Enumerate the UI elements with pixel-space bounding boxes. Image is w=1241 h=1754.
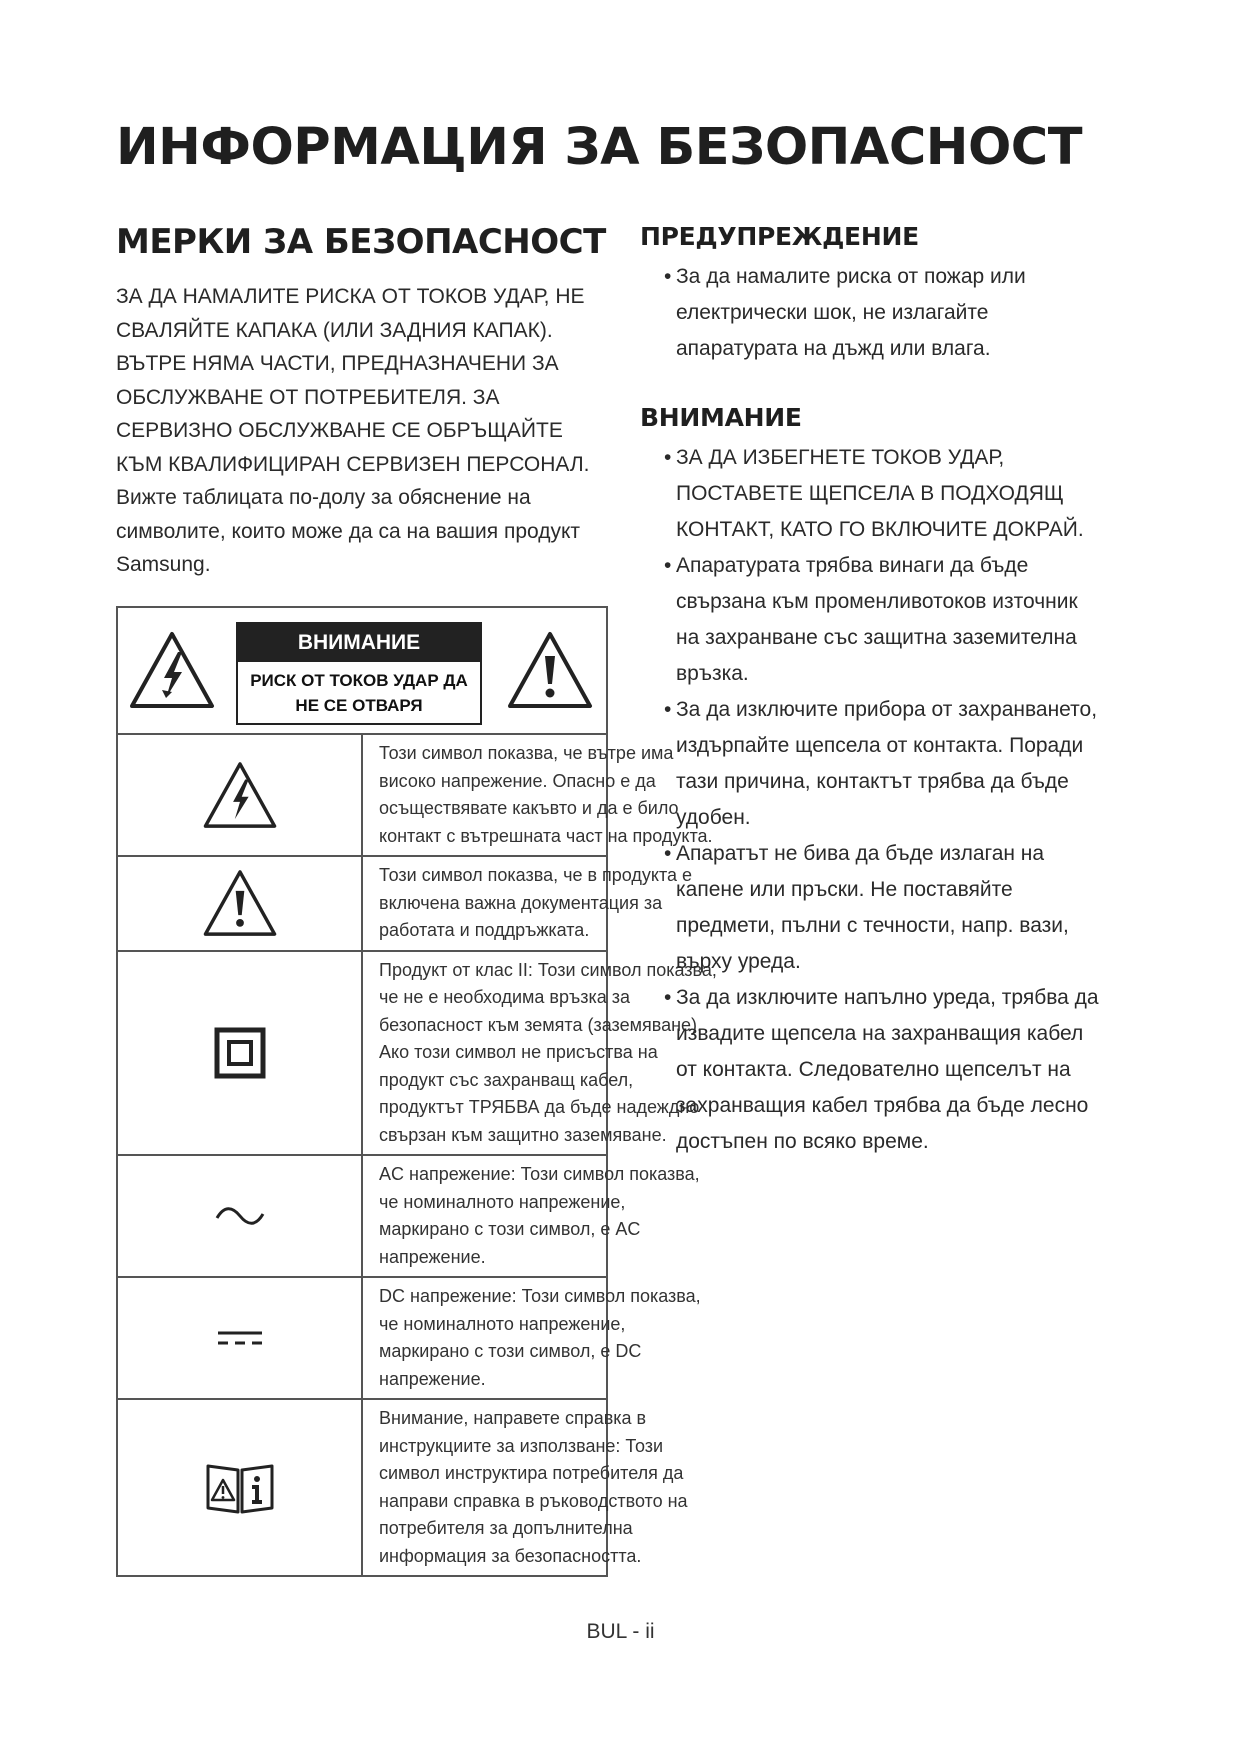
caution-item-line: капене или пръски. Не поставяйте <box>676 878 1013 901</box>
caution-item <box>640 836 1140 980</box>
spacer <box>640 367 1140 403</box>
caution-title: ВНИМАНИЕ <box>640 403 802 432</box>
caution-item-line: извадите щепсела на захранващия кабел <box>676 1022 1084 1045</box>
symbol-description-line: включена важна документация за <box>379 892 663 913</box>
caution-label-line: РИСК ОТ ТОКОВ УДАР ДА <box>250 671 468 690</box>
class-ii-double-square-icon <box>214 1044 266 1061</box>
symbol-row <box>117 856 607 951</box>
caution-item-line: върху уреда. <box>676 950 801 973</box>
intro-line: СВАЛЯЙТЕ КАПАКА (ИЛИ ЗАДНИЯ КАПАК). <box>116 318 553 342</box>
caution-item-line: • За да изключите напълно уреда, трябва да <box>676 986 1099 1009</box>
intro-line: СЕРВИЗНО ОБСЛУЖВАНЕ СЕ ОБРЪЩАЙТЕ <box>116 419 563 442</box>
symbol-description-line: Внимание, направете справка в <box>379 1408 647 1428</box>
symbol-description-line: че не е необходима връзка за <box>379 987 631 1007</box>
section-title: МЕРКИ ЗА БЕЗОПАСНОСТ <box>116 222 606 262</box>
symbol-description <box>362 1155 700 1277</box>
exclamation-triangle-icon <box>506 630 594 715</box>
exclamation-triangle-icon <box>202 894 278 911</box>
intro-line: КЪМ КВАЛИФИЦИРАН СЕРВИЗЕН ПЕРСОНАЛ. <box>116 452 590 476</box>
symbol-icon-cell <box>117 951 362 1156</box>
caution-item-line: от контакта. Следователно щепселът на <box>676 1058 1071 1081</box>
symbol-row <box>117 1277 607 1399</box>
symbol-description-line: направи справка в ръководството на <box>379 1490 688 1511</box>
dc-lines-icon <box>214 1329 266 1346</box>
symbol-description-line: осъществявате какъвто и да е било <box>379 798 679 818</box>
page-number: BUL - ii <box>586 1620 655 1643</box>
intro-line: Samsung. <box>116 553 211 576</box>
caution-item-line: достъпен по всяко време. <box>676 1130 929 1153</box>
intro-line: Вижте таблицата по-долу за обяснение на <box>116 486 531 509</box>
symbol-description-line: Този символ показва, че вътре има <box>379 743 674 763</box>
symbol-row <box>117 734 607 856</box>
symbol-icon-cell <box>117 1277 362 1399</box>
caution-item-line: • За да изключите прибора от захранването, <box>676 698 1098 721</box>
symbol-description-line: Ако този символ не присъства на <box>379 1042 658 1062</box>
symbol-description-line: информация за безопасността. <box>379 1545 642 1566</box>
symbol-description-line: символ инструктира потребителя да <box>379 1463 684 1483</box>
caution-item-line: свързана към променливотоков източник <box>676 590 1078 613</box>
symbol-row <box>117 951 607 1156</box>
caution-item <box>640 692 1140 836</box>
symbol-description-line: инструкциите за използване: Този <box>379 1435 664 1456</box>
symbol-description-line: AC напрежение: Този символ показва, <box>379 1164 700 1184</box>
symbol-description-line: че номиналното напрежение, <box>379 1191 626 1212</box>
symbol-description-line: Продукт от клас II: Този символ показва, <box>379 959 717 980</box>
high-voltage-triangle-icon <box>128 630 216 715</box>
caution-item-line: • Апаратурата трябва винаги да бъде <box>676 554 1029 577</box>
caution-label-text <box>238 662 480 723</box>
symbol-description-line: Този символ показва, че в продукта е <box>379 865 693 885</box>
intro-line: символите, които може да са на вашия продукт <box>116 519 581 543</box>
caution-item-line: • Апаратът не бива да бъде излаган на <box>676 842 1045 865</box>
symbol-description-line: продукт със захранващ кабел, <box>379 1069 634 1090</box>
intro-line: ВЪТРЕ НЯМА ЧАСТИ, ПРЕДНАЗНАЧЕНИ ЗА <box>116 352 559 375</box>
symbol-description-line: потребителя за допълнителна <box>379 1518 633 1538</box>
symbol-icon-cell <box>117 1155 362 1277</box>
caution-item <box>640 980 1140 1160</box>
safety-precautions-section <box>116 222 616 582</box>
caution-item-line: на захранване със защитна заземителна <box>676 626 1077 649</box>
symbol-description-line: безопасност към земята (заземяване). <box>379 1014 703 1035</box>
symbol-description <box>362 734 713 856</box>
caution-item-line: тази причина, контактът трябва да бъде <box>676 770 1069 793</box>
symbol-description-line: маркирано с този символ, е DC <box>379 1341 642 1361</box>
symbol-description-line: продуктът ТРЯБВА да бъде надеждно <box>379 1097 700 1117</box>
caution-label-row <box>117 607 607 734</box>
symbol-description <box>362 1399 688 1576</box>
caution-label-title: ВНИМАНИЕ <box>238 624 480 662</box>
warning-item-line: • За да намалите риска от пожар или <box>676 265 1026 288</box>
symbol-description <box>362 951 717 1156</box>
symbol-description-line: работата и поддръжката. <box>379 920 590 940</box>
intro-line: ОБСЛУЖВАНЕ ОТ ПОТРЕБИТЕЛЯ. ЗА <box>116 385 500 409</box>
caution-item <box>640 440 1140 548</box>
caution-item-line: предмети, пълни с течности, напр. вази, <box>676 914 1069 937</box>
caution-item-line: връзка. <box>676 662 749 685</box>
symbol-icon-cell <box>117 856 362 951</box>
caution-item-line: захранващия кабел трябва да бъде лесно <box>676 1094 1089 1117</box>
caution-label-box <box>236 622 482 725</box>
symbol-icon-cell <box>117 1399 362 1576</box>
symbol-description-line: високо напрежение. Опасно е да <box>379 770 656 791</box>
symbol-description-line: напрежение. <box>379 1368 486 1389</box>
symbol-icon-cell <box>117 734 362 856</box>
symbol-row <box>117 1399 607 1576</box>
symbol-description-line: маркирано с този символ, е AC <box>379 1219 641 1239</box>
warning-title: ПРЕДУПРЕЖДЕНИЕ <box>640 222 919 251</box>
symbol-description <box>362 1277 701 1399</box>
symbol-description <box>362 856 693 951</box>
symbol-description-line: напрежение. <box>379 1246 486 1267</box>
caution-item-line: ПОСТАВЕТЕ ЩЕПСЕЛА В ПОДХОДЯЩ <box>676 482 1064 505</box>
symbol-description-line: DC напрежение: Този символ показва, <box>379 1286 701 1306</box>
warnings-column <box>640 222 1140 1160</box>
caution-item-line: КОНТАКТ, КАТО ГО ВКЛЮЧИТЕ ДОКРАЙ. <box>676 518 1084 541</box>
page-title: ИНФОРМАЦИЯ ЗА БЕЗОПАСНОСТ <box>116 118 1083 177</box>
warning-list <box>640 259 1140 367</box>
caution-item <box>640 548 1140 692</box>
symbol-row <box>117 1155 607 1277</box>
caution-label-line: НЕ СЕ ОТВАРЯ <box>295 696 423 715</box>
warning-item-line: електрически шок, не излагайте <box>676 301 989 324</box>
caution-list <box>640 440 1140 1160</box>
high-voltage-triangle-icon <box>202 786 278 803</box>
intro-line: ЗА ДА НАМАЛИТЕ РИСКА ОТ ТОКОВ УДАР, НЕ <box>116 285 585 308</box>
symbol-description-line: свързан към защитно заземяване. <box>379 1124 667 1145</box>
safety-intro-text <box>116 280 616 582</box>
symbol-description-line: контакт с вътрешната част на продукта. <box>379 825 713 846</box>
symbol-description-line: че номиналното напрежение, <box>379 1313 626 1334</box>
caution-item-line: • ЗА ДА ИЗБЕГНЕТЕ ТОКОВ УДАР, <box>676 446 1005 469</box>
caution-item-line: издърпайте щепсела от контакта. Поради <box>676 734 1084 757</box>
ac-wave-icon <box>214 1207 266 1224</box>
caution-label-cell <box>117 607 607 734</box>
consult-manual-icon <box>205 1479 275 1496</box>
caution-item-line: удобен. <box>676 806 751 829</box>
warning-item <box>640 259 1140 367</box>
warning-item-line: апаратурата на дъжд или влага. <box>676 337 991 360</box>
